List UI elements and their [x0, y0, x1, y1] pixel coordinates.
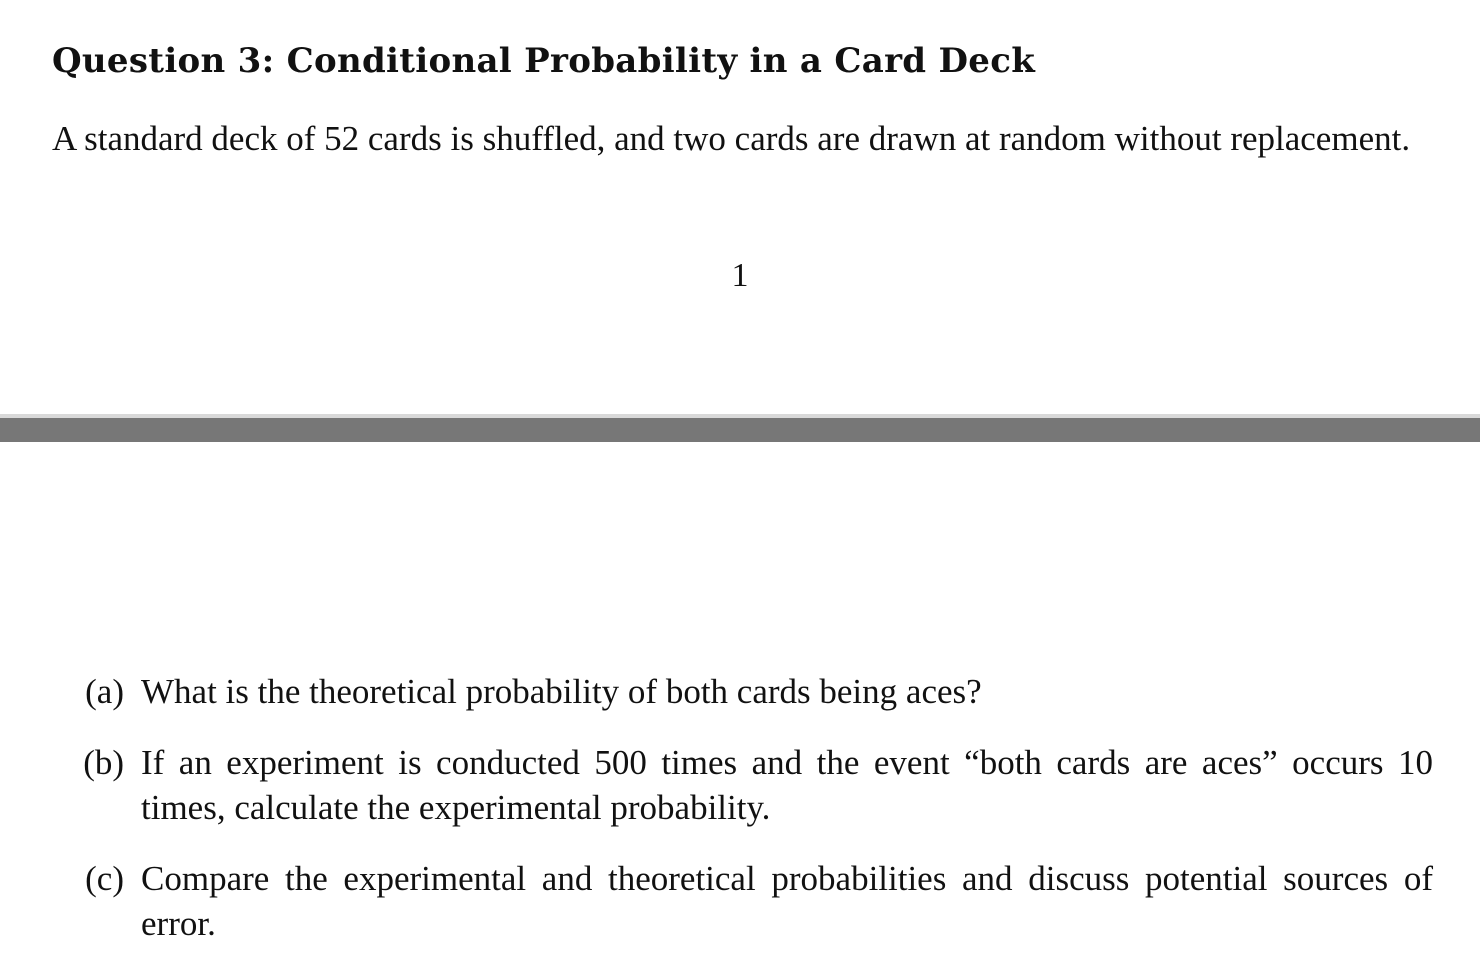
part-text: Compare the experimental and theoretical probabilities and discuss potential sources of error.: [141, 859, 1433, 943]
question-title: Question 3: Conditional Probability in a Card Deck: [52, 41, 1036, 81]
page-1: [0, 0, 1480, 414]
part-marker: (a): [85, 672, 124, 711]
part-text: If an experiment is conducted 500 times and the event “both cards are aces” occurs 10 times, calculate the experimental probability.: [141, 743, 1433, 827]
part-text: What is the theoretical probability of both cards being aces?: [141, 672, 982, 711]
page-2: [0, 442, 1480, 970]
page-number: 1: [731, 257, 749, 294]
page-separator: [0, 414, 1480, 442]
question-intro: A standard deck of 52 cards is shuffled, and two cards are drawn at random without replacement.: [52, 119, 1411, 158]
part-marker: (c): [85, 859, 124, 898]
part-marker: (b): [83, 743, 124, 782]
